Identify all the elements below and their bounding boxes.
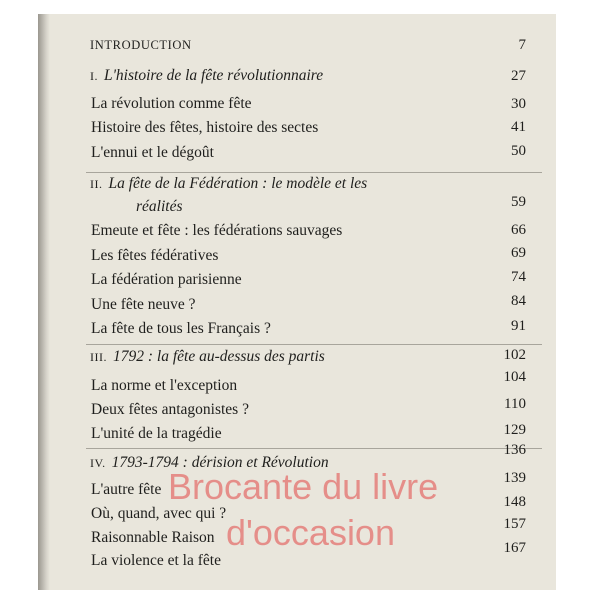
toc-section: Une fête neuve ? — [91, 296, 196, 313]
part-1-numeral: I. — [90, 69, 98, 83]
toc-section: Emeute et fête : les fédérations sauvages — [91, 222, 343, 239]
section-divider — [86, 344, 542, 345]
toc-part-1 — [90, 67, 323, 85]
toc-section: La révolution comme fête — [91, 95, 252, 112]
part-2-numeral: II. — [90, 177, 103, 191]
toc-section: L'ennui et le dégoût — [91, 144, 214, 161]
toc-section-page: 157 — [503, 516, 526, 532]
toc-part-2 — [90, 175, 367, 193]
toc-section-page: 30 — [511, 96, 526, 112]
toc-part-3 — [90, 348, 325, 366]
toc-section: Deux fêtes antagonistes ? — [91, 401, 249, 418]
toc-section: Où, quand, avec qui ? — [91, 505, 227, 522]
toc-section: Histoire des fêtes, histoire des sectes — [91, 119, 319, 136]
section-divider — [86, 448, 542, 449]
toc-section-page: 69 — [511, 245, 526, 261]
toc-section-page: 167 — [503, 540, 526, 556]
part-3-title: 1792 : la fête au-dessus des partis — [113, 348, 325, 365]
toc-section: Raisonnable Raison — [91, 529, 215, 546]
watermark-line-1: Brocante du livre — [168, 466, 439, 507]
watermark-line-2: d'occasion — [226, 512, 395, 553]
toc-introduction-page: 7 — [518, 37, 526, 53]
book-page-photo — [38, 14, 556, 590]
part-1-title: L'histoire de la fête révolutionnaire — [104, 67, 324, 84]
toc-section: La norme et l'exception — [91, 377, 238, 394]
toc-introduction: INTRODUCTION — [90, 38, 192, 52]
toc-section-page: 148 — [503, 494, 526, 510]
toc-part-2-page: 59 — [511, 194, 526, 210]
toc-section-page: 129 — [503, 422, 526, 438]
toc-section-page: 74 — [511, 269, 526, 285]
toc-section: La fédération parisienne — [91, 271, 242, 288]
toc-section: La violence et la fête — [91, 552, 221, 569]
toc-section: Les fêtes fédératives — [91, 247, 219, 264]
part-3-numeral: III. — [90, 350, 107, 364]
toc-section-page: 66 — [511, 222, 526, 238]
toc-section: La fête de tous les Français ? — [91, 320, 271, 337]
part-2-title-line2: réalités — [136, 198, 183, 215]
toc-part-3-page: 102 — [503, 347, 526, 363]
part-4-title: 1793-1794 : dérision et Révolution — [111, 454, 329, 471]
toc-section-page: 50 — [511, 143, 526, 159]
toc-part-1-page: 27 — [511, 68, 526, 84]
toc-section-page: 41 — [511, 119, 526, 135]
toc-section-page: 110 — [504, 396, 526, 412]
toc-part-4-page: 136 — [503, 442, 526, 458]
part-4-numeral: IV. — [90, 456, 106, 470]
toc-section-page: 139 — [503, 470, 526, 486]
toc-section-page: 91 — [511, 318, 526, 334]
toc-section-page: 84 — [511, 293, 526, 309]
part-2-title-line1: La fête de la Fédération : le modèle et les — [108, 175, 368, 192]
section-divider — [86, 172, 542, 173]
toc-section: L'autre fête — [91, 481, 162, 498]
toc-section-page: 104 — [503, 369, 526, 385]
toc-section: L'unité de la tragédie — [91, 425, 222, 442]
